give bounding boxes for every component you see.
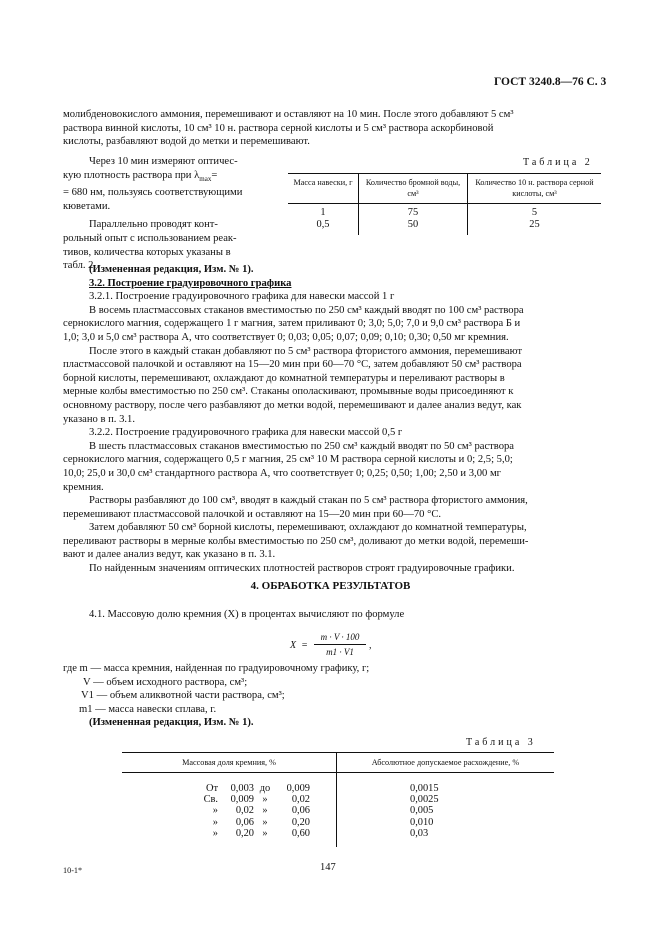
table-cell: 0,0025 — [337, 794, 555, 805]
table2 — [288, 173, 601, 235]
text-line: табл. 2. — [63, 260, 97, 272]
table3 — [122, 752, 554, 847]
table-cell: 0,5 — [316, 219, 330, 230]
subsection-heading: 3.2.1. Построение градуировочного графика для навески массой 1 г — [89, 291, 395, 303]
text-line: тивов, количества которых указаны в — [63, 246, 231, 258]
section-heading: 3.2. Построение градуировочного графика — [89, 277, 292, 289]
range-to: 0,20 — [291, 816, 310, 828]
text-line: Растворы разбавляют до 100 см³, вводят в каждый стакан по 5 см³ раствора фтористого аммония, — [89, 495, 528, 507]
table-header: Массовая доля кремния, % — [122, 753, 337, 773]
main-body — [63, 263, 600, 576]
table-cell — [122, 805, 337, 816]
footer-mark: 10-1* — [63, 866, 83, 875]
table-row — [288, 219, 601, 235]
range-to: 0,02 — [291, 794, 310, 806]
text-line: V — объем исходного раствора, см³; — [83, 676, 248, 688]
text-line: кремния. — [63, 481, 104, 493]
table-cell: 25 — [468, 219, 602, 235]
variable-list — [63, 662, 583, 730]
range-to: 0,009 — [286, 783, 310, 794]
range-from: 0,009 — [230, 794, 254, 806]
table-header: Масса навески, г — [288, 174, 359, 204]
left-column — [63, 155, 269, 273]
range-to-label: » — [262, 805, 268, 817]
table-cell: 0,005 — [337, 805, 555, 816]
text-line: сернокислого магния, содержащего 1 г магния, затем приливают 0; 3,0; 5,0; 7,0 и 9,0 см³ раствора Б и — [63, 318, 521, 330]
table-header: Количество бромной воды, см³ — [359, 174, 468, 204]
table-header: Абсолютное допускаемое расхождение, % — [337, 753, 555, 773]
text-line: переливают растворы в мерные колбы вместимостью по 250 см³, доливают до метки водой, перемеши- — [63, 535, 529, 547]
text-line: кую плотность раствора при $\lambda_{max}=$ — [63, 169, 218, 183]
text-line: где m — масса кремния, найденная по градуировочному графику, г; — [63, 663, 370, 674]
range-from: 0,06 — [235, 816, 254, 828]
range-from: 0,02 — [235, 805, 254, 817]
range-to: 0,60 — [291, 827, 310, 839]
text-line: = 680 нм, пользуясь соответствующими — [63, 187, 243, 199]
table-row — [122, 773, 554, 795]
table-cell: 0,0015 — [337, 773, 555, 795]
table-cell: 5 — [468, 204, 602, 220]
text-line: В восемь пластмассовых стаканов вместимостью по 250 см³ каждый вводят по 100 см³ раствора — [89, 304, 524, 316]
table-row — [122, 817, 554, 828]
text-line: сернокислого магния, содержащего 0,5 г магния, 25 см³ 10 М раствора серной кислоты и 0; 2,5; 5,0; — [63, 454, 513, 466]
formula-tail: , — [369, 640, 372, 651]
range-to-label: » — [262, 794, 268, 806]
table-cell — [122, 817, 337, 828]
table-cell — [122, 794, 337, 805]
text-line: В шесть пластмассовых стаканов вместимостью по 250 см³ каждый вводят по 50 см³ раствора — [89, 440, 515, 452]
text-line: перемешивают пластмассовой палочкой и оставляют на 15—20 мин при 60—70 °С. — [63, 508, 442, 520]
text-line: Через 10 мин измеряют оптичес- — [89, 156, 238, 167]
text-line: 10,0; 25,0 и 30,0 см³ стандартного раствора А, что соответствует 0; 0,25; 0,50; 1,00; 2,50 и 3,00 мг — [63, 467, 501, 479]
text-line: рольный опыт с использованием реак- — [63, 233, 237, 245]
text-line: раствора винной кислоты, 10 см³ 10 н. раствора серной кислоты и 5 см³ раствора аскорбиновой — [63, 122, 494, 134]
text-line: борной кислоты, перемешивают, охлаждают до комнатной температуры и переливают растворы в — [63, 372, 505, 384]
formula-denominator: m1 · V1 — [326, 647, 354, 657]
range-from-label: » — [212, 805, 218, 817]
table-row — [122, 828, 554, 847]
table-cell: 75 — [359, 204, 468, 220]
text-line: указано в п. 3.1. — [63, 413, 135, 425]
text-line: мерные колбы вместимостью по 250 см³. Стаканы ополаскивают, промывные воды присоединяют к — [63, 386, 514, 398]
range-from: 0,20 — [235, 827, 254, 839]
table-cell — [122, 828, 337, 847]
table-cell — [122, 773, 337, 795]
range-from: 0,003 — [230, 783, 254, 794]
range-from-label: » — [212, 816, 218, 828]
table-cell: 0,010 — [337, 817, 555, 828]
page-header: ГОСТ 3240.8—76 С. 3 — [494, 76, 607, 88]
text-line: вают и далее анализ ведут, как указано в п. 3.1. — [63, 549, 276, 561]
subsection-heading: 3.2.2. Построение градуировочного графика для навески массой 0,5 г — [89, 427, 403, 439]
formula-numerator: m · V · 100 — [320, 632, 360, 642]
text-line: Параллельно проводят конт- — [89, 219, 218, 231]
page-number: 147 — [320, 862, 336, 873]
range-to-label: до — [259, 783, 271, 794]
text-line: основному раствору, после чего разбавляют до метки водой, перемешивают и далее анализ ведут, как — [63, 399, 522, 411]
fraction-bar — [314, 644, 366, 645]
range-to-label: » — [262, 816, 268, 828]
table-cell: 1 — [320, 207, 326, 218]
range-from-label: От — [205, 783, 218, 794]
text-line: молибденовокислого аммония, перемешивают и оставляют на 10 мин. После этого добавляют 5 см³ — [63, 109, 514, 120]
intro-paragraph — [63, 108, 600, 149]
table-cell: 0,03 — [337, 828, 555, 847]
text-line: кюветами. — [63, 200, 111, 212]
text-line: По найденным значениям оптических плотностей растворов строят градуировочные графики. — [89, 563, 515, 575]
table-row — [288, 204, 601, 220]
text-line: После этого в каждый стакан добавляют по 5 см³ раствора фтористого аммония, перемешивают — [89, 345, 523, 357]
table-row — [122, 805, 554, 816]
text-line: кислоты, разбавляют водой до метки и перемешивают. — [63, 136, 310, 148]
section-4-heading: 4. ОБРАБОТКА РЕЗУЛЬТАТОВ — [250, 580, 411, 592]
text-line: V1 — объем аликвотной части раствора, см³; — [81, 690, 285, 702]
text-line: 1,0; 3,0 и 5,0 см³ раствора А, что соответствует 0; 0,03; 0,05; 0,07; 0,09; 0,10; 0,30; 0,50 мг кремния. — [63, 331, 509, 343]
range-to: 0,06 — [291, 805, 310, 817]
range-to-label: » — [262, 827, 268, 839]
text-line: пластмассовой палочкой и оставляют на 15—20 мин при 60—70 °С, затем добавляют 50 см³ раствора — [63, 359, 522, 371]
table-cell: 50 — [359, 219, 468, 235]
table-header: Количество 10 н. раствора серной кислоты, см³ — [468, 174, 602, 204]
table-row — [122, 794, 554, 805]
text-line: Затем добавляют 50 см³ борной кислоты, перемешивают, охлаждают до комнатной температуры, — [89, 522, 527, 534]
range-from-label: » — [212, 827, 218, 839]
text-line: m1 — масса навески сплава, г. — [79, 703, 217, 715]
table3-caption: Таблица 3 — [466, 737, 536, 748]
table2-caption: Таблица 2 — [523, 157, 593, 168]
range-from-label: Св. — [203, 794, 218, 806]
text-line: 4.1. Массовую долю кремния (X) в процентах вычисляют по формуле — [89, 609, 405, 620]
formula-lhs: X = — [290, 640, 308, 651]
edition-note: (Измененная редакция, Изм. № 1). — [89, 717, 254, 729]
edition-note: (Измененная редакция, Изм. № 1). — [89, 264, 254, 275]
